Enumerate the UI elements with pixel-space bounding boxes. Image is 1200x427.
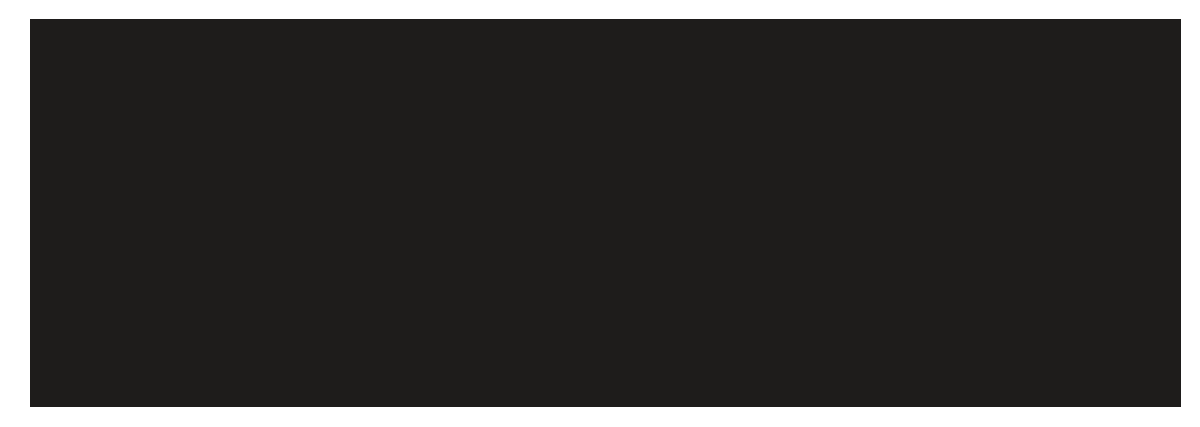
blank-screen[interactable] xyxy=(30,19,1181,407)
